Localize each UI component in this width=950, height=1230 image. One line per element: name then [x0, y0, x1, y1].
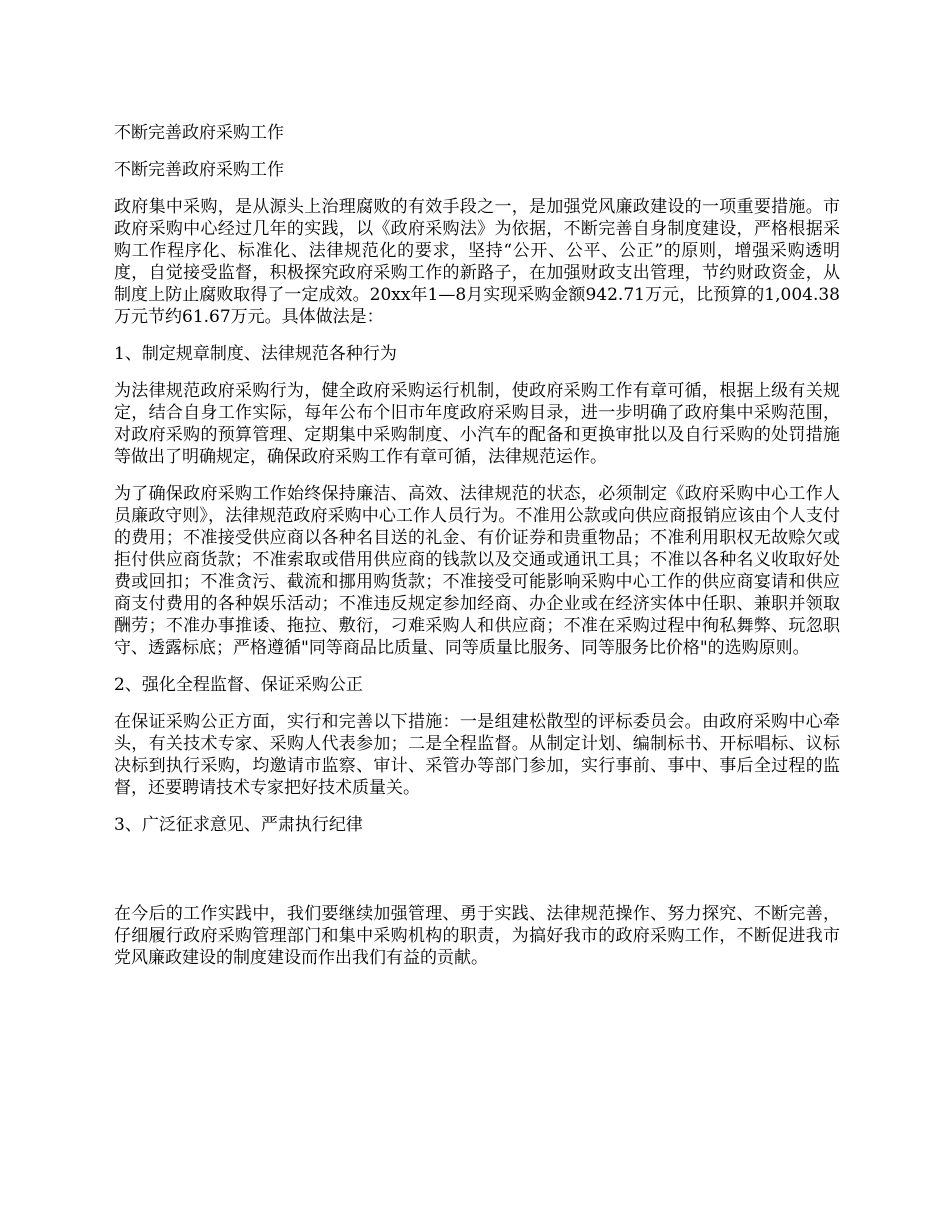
- section-3-heading: 3、广泛征求意见、严肃执行纪律: [114, 815, 363, 835]
- section-2-paragraph-1: 在保证采购公正方面，实行和完善以下措施：一是组建松散型的评标委员会。由政府采购中心牵头，有关技术专家、采购人代表参加；二是全程监督。从制定计划、编制标书、开标唱标、议标决标到执行采购，均邀请市监察、审计、采管办等部门参加，实行事前、事中、事后全过程的监督，还要聘请技术专家把好技术质量关。: [114, 712, 840, 798]
- section-1-paragraph-2: 为了确保政府采购工作始终保持廉洁、高效、法律规范的状态，必须制定《政府采购中心工作人员廉政守则》，法律规范政府采购中心工作人员行为。不准用公款或向供应商报销应该由个人支付的费用；不准接受供应商以各种名目送的礼金、有价证券和贵重物品；不准利用职权无故赊欠或拒付供应商货款；不准索取或借用供应商的钱款以及交通或通讯工具；不准以各种名义收取好处费或回扣；不准贪污、截流和挪用购货款；不准接受可能影响采购中心工作的供应商宴请和供应商支付费用的各种娱乐活动；不准违反规定参加经商、办企业或在经济实体中任职、兼职并领取酬劳；不准办事推诿、拖拉、敷衍，刁难采购人和供应商；不准在采购过程中徇私舞弊、玩忽职守、透露标底；严格遵循"同等商品比质量、同等质量比服务、同等服务比价格"的选购原则。: [114, 484, 840, 658]
- section-2-heading: 2、强化全程监督、保证采购公正: [114, 675, 363, 695]
- document-page: [114, 122, 840, 984]
- section-1-paragraph-1: 为法律规范政府采购行为，健全政府采购运行机制，使政府采购工作有章可循，根据上级有关规定，结合自身工作实际，每年公布个旧市年度政府采购目录，进一步明确了政府集中采购范围，对政府采购的预算管理、定期集中采购制度、小汽车的配备和更换审批以及自行采购的处罚措施等做出了明确规定，确保政府采购工作有章可循，法律规范运作。: [114, 381, 840, 467]
- blank-gap: [114, 851, 840, 903]
- document-title: 不断完善政府采购工作: [114, 123, 284, 143]
- closing-paragraph: 在今后的工作实践中，我们要继续加强管理、勇于实践、法律规范操作、努力探究、不断完善，仔细履行政府采购管理部门和集中采购机构的职责，为搞好我市的政府采购工作，不断促进我市党风廉政建设的制度建设而作出我们有益的贡献。: [114, 904, 840, 968]
- document-subtitle: 不断完善政府采购工作: [114, 160, 284, 180]
- intro-paragraph: 政府集中采购，是从源头上治理腐败的有效手段之一，是加强党风廉政建设的一项重要措施。市政府采购中心经过几年的实践，以《政府采购法》为依据，不断完善自身制度建设，严格根据采购工作程序化、标准化、法律规范化的要求，坚持“公开、公平、公正”的原则，增强采购透明度，自觉接受监督，积极探究政府采购工作的新路子，在加强财政支出管理，节约财政资金，从制度上防止腐败取得了一定成效。20xx年1—8月实现采购金额942.71万元，比预算的1,004.38万元节约61.67万元。具体做法是：: [114, 197, 840, 327]
- section-1-heading: 1、制定规章制度、法律规范各种行为: [114, 344, 397, 364]
